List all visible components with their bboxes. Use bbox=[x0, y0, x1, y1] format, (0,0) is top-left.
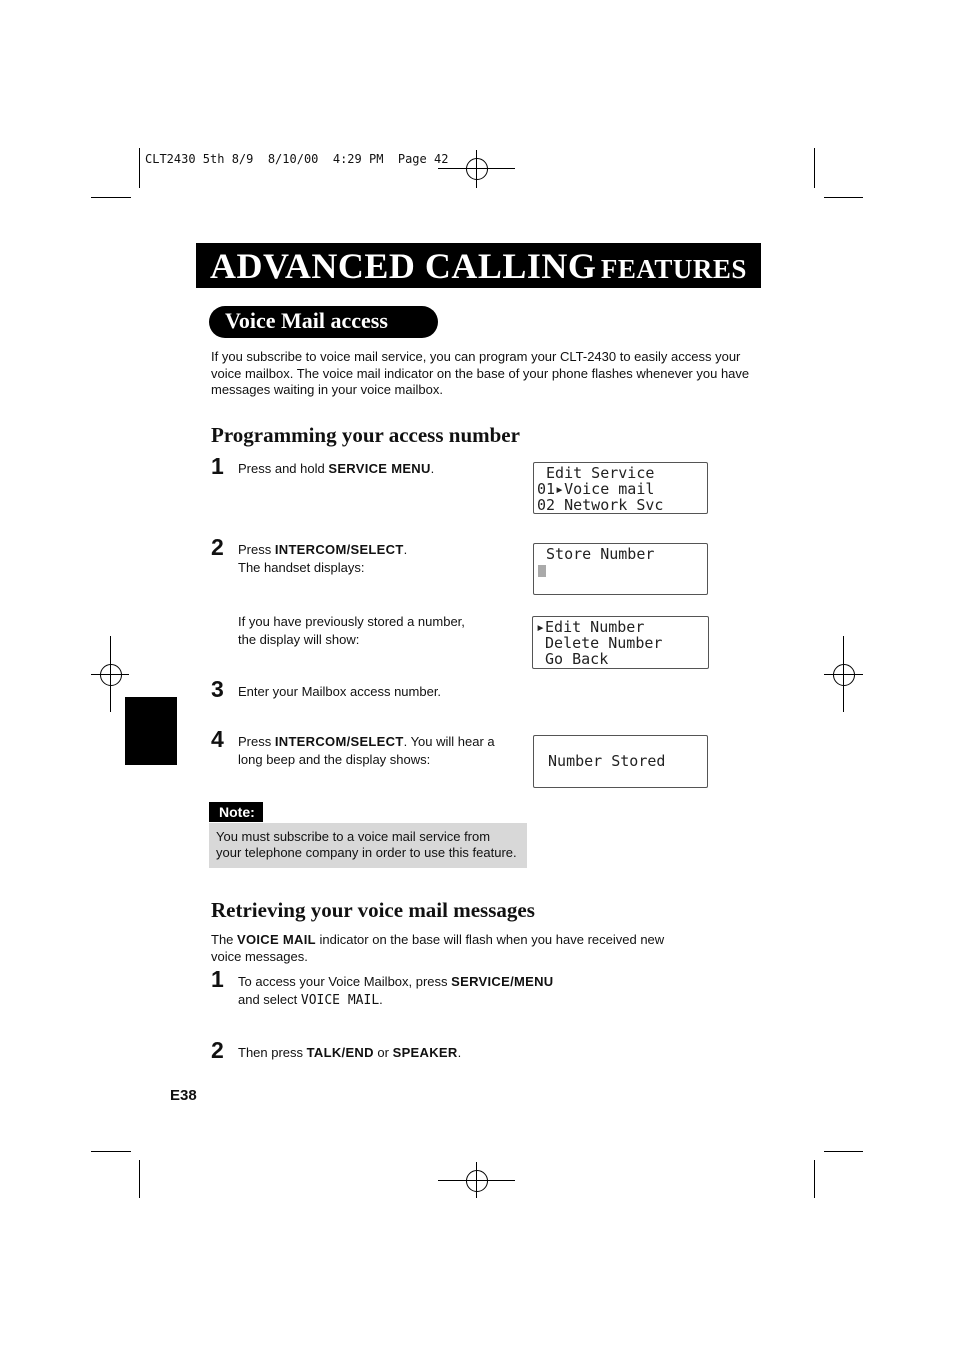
crop-mark bbox=[814, 148, 815, 188]
lcd-display: Number Stored bbox=[533, 735, 708, 788]
page-header bbox=[196, 243, 761, 288]
step-number: 1 bbox=[211, 966, 224, 992]
key-name: SERVICE MENU bbox=[328, 461, 431, 476]
chapter-tab bbox=[125, 697, 177, 765]
crop-mark bbox=[814, 1160, 815, 1198]
registration-circle bbox=[833, 664, 855, 686]
lcd-display: Store Number bbox=[533, 543, 708, 595]
step-number: 3 bbox=[211, 676, 224, 702]
key-name: TALK/END bbox=[306, 1045, 374, 1060]
intro-paragraph: If you subscribe to voice mail service, you can program your CLT-2430 to easily access your voice mailbox. The voice mail indicator on the base of your phone flashes whenever you have messages waiting in your voice mailbox. bbox=[211, 349, 750, 397]
lcd-display: ▸Edit Number Delete Number Go Back bbox=[532, 616, 709, 669]
crop-mark bbox=[824, 1151, 863, 1152]
lcd-cursor bbox=[538, 565, 546, 577]
section-tab-label: Voice Mail access bbox=[225, 308, 388, 333]
step-text: Then press TALK/END or SPEAKER. bbox=[238, 1045, 462, 1060]
title-main: ADVANCED CALLING bbox=[210, 246, 597, 286]
crop-mark bbox=[824, 197, 863, 198]
registration-circle bbox=[466, 158, 488, 180]
print-slug: CLT2430 5th 8/9 8/10/00 4:29 PM Page 42 bbox=[145, 152, 449, 166]
crop-mark bbox=[139, 1160, 140, 1198]
page-number: E38 bbox=[170, 1087, 197, 1104]
crop-mark bbox=[91, 1151, 131, 1152]
key-name: SERVICE/MENU bbox=[451, 974, 554, 989]
lcd-text: VOICE MAIL bbox=[300, 992, 380, 1008]
step-text: To access your Voice Mailbox, press SERVICE/MENU and select VOICE MAIL. bbox=[238, 974, 554, 1008]
step-text: Press and hold SERVICE MENU. bbox=[238, 461, 435, 476]
title-secondary: FEATURES bbox=[600, 254, 747, 284]
step-text: Press INTERCOM/SELECT. You will hear a long beep and the display shows: bbox=[238, 734, 495, 767]
crop-mark bbox=[91, 197, 131, 198]
step-number: 4 bbox=[211, 726, 224, 752]
registration-circle bbox=[100, 664, 122, 686]
lcd-display: Edit Service 01▸Voice mail 02 Network Svc bbox=[533, 462, 708, 514]
registration-circle bbox=[466, 1170, 488, 1192]
note-box: You must subscribe to a voice mail service from your telephone company in order to use this feature. bbox=[209, 823, 527, 868]
crop-mark bbox=[139, 148, 140, 188]
retrieving-heading: Retrieving your voice mail messages bbox=[211, 898, 535, 922]
step-number: 1 bbox=[211, 453, 224, 479]
step-text: Press INTERCOM/SELECT. The handset displays: bbox=[238, 542, 408, 575]
programming-heading: Programming your access number bbox=[211, 423, 520, 447]
step-text: Enter your Mailbox access number. bbox=[238, 684, 442, 699]
step-text: If you have previously stored a number, the display will show: bbox=[238, 614, 465, 647]
key-name: SPEAKER bbox=[392, 1045, 458, 1060]
key-name: INTERCOM/SELECT bbox=[274, 734, 404, 749]
key-name: INTERCOM/SELECT bbox=[274, 542, 404, 557]
page-title bbox=[210, 245, 747, 287]
note-label: Note: bbox=[209, 802, 263, 822]
step-number: 2 bbox=[211, 1037, 224, 1063]
section-tab bbox=[209, 306, 438, 338]
retrieving-intro: The VOICE MAIL indicator on the base will flash when you have received new voice messages. bbox=[211, 932, 665, 964]
step-number: 2 bbox=[211, 534, 224, 560]
key-name: VOICE MAIL bbox=[237, 932, 316, 947]
